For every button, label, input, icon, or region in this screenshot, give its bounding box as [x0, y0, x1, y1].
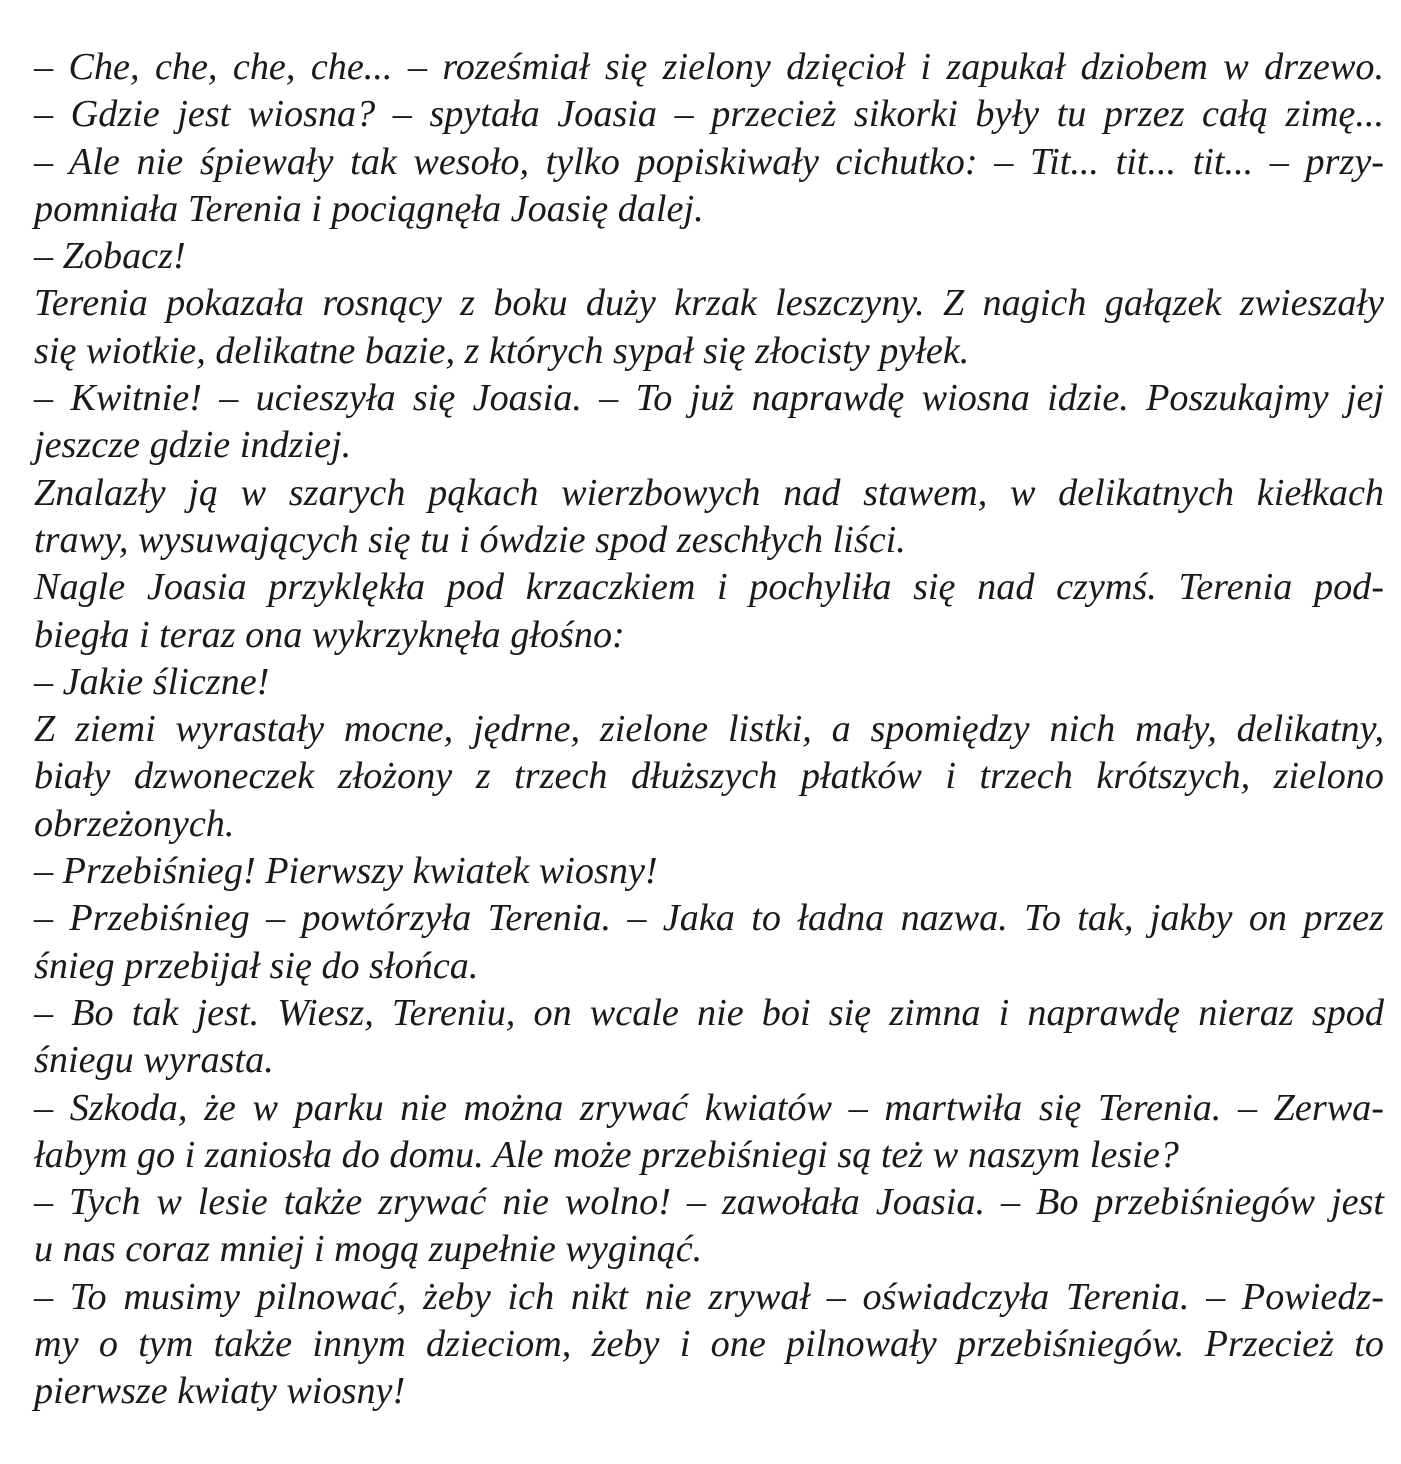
text-line: – Gdzie jest wiosna? – spytała Joasia – przecież sikorki były tu przez całą zimę...	[34, 93, 1384, 136]
text-line: – Jakie śliczne!	[34, 660, 270, 703]
text-line: biegła i teraz ona wykrzyknęła głośno:	[34, 613, 625, 656]
text-line: obrzeżonych.	[34, 802, 235, 845]
text-line: – Kwitnie! – ucieszyła się Joasia. – To już naprawdę wiosna idzie. Poszukajmy jej	[34, 377, 1384, 420]
text-line: Z ziemi wyrastały mocne, jędrne, zielone listki, a spomiędzy nich mały, delikatny,	[34, 708, 1384, 751]
text-line: pomniała Terenia i pociągnęła Joasię dalej.	[34, 187, 704, 230]
text-line: – Przebiśnieg! Pierwszy kwiatek wiosny!	[34, 850, 658, 893]
text-line: Nagle Joasia przyklękła pod krzaczkiem i pochyliła się nad czymś. Terenia pod-	[34, 566, 1384, 609]
text-line: – Bo tak jest. Wiesz, Tereniu, on wcale nie boi się zimna i naprawdę nieraz spod	[34, 991, 1384, 1034]
text-line: Znalazły ją w szarych pąkach wierzbowych nad stawem, w delikatnych kiełkach	[34, 471, 1384, 514]
text-line: jeszcze gdzie indziej.	[34, 424, 352, 467]
text-line: śniegu wyrasta.	[34, 1039, 274, 1082]
text-line: trawy, wysuwających się tu i ówdzie spod zeschłych liści.	[34, 518, 906, 561]
text-line: u nas coraz mniej i mogą zupełnie wyginąć.	[34, 1228, 703, 1271]
text-line: – Che, che, che, che... – roześmiał się zielony dzięcioł i zapukał dziobem w drzewo.	[34, 46, 1384, 88]
text-line: biały dzwoneczek złożony z trzech dłuższych płatków i trzech krótszych, zielono	[34, 755, 1384, 798]
text-line: – Szkoda, że w parku nie można zrywać kwiatów – martwiła się Terenia. – Zerwa-	[34, 1086, 1384, 1129]
text-line: – Ale nie śpiewały tak wesoło, tylko popiskiwały cichutko: – Tit... tit... tit... – przy-	[34, 140, 1384, 183]
text-line: łabym go i zaniosła do domu. Ale może przebiśniegi są też w naszym lesie?	[34, 1133, 1179, 1176]
text-line: Terenia pokazała rosnący z boku duży krzak leszczyny. Z nagich gałązek zwieszały	[34, 282, 1384, 325]
text-line: śnieg przebijał się do słońca.	[34, 944, 479, 987]
text-line: – To musimy pilnować, żeby ich nikt nie zrywał – oświadczyła Terenia. – Powiedz-	[34, 1275, 1384, 1318]
text-line: my o tym także innym dzieciom, żeby i one pilnowały przebiśniegów. Przecież to	[34, 1323, 1384, 1366]
text-line: – Przebiśnieg – powtórzyła Terenia. – Jaka to ładna nazwa. To tak, jakby on przez	[34, 897, 1384, 940]
text-line: pierwsze kwiaty wiosny!	[34, 1370, 406, 1413]
text-line: – Zobacz!	[34, 235, 186, 278]
text-line: – Tych w lesie także zrywać nie wolno! – zawołała Joasia. – Bo przebiśniegów jest	[34, 1181, 1384, 1224]
story-text	[34, 44, 1384, 1416]
text-line: się wiotkie, delikatne bazie, z których sypał się złocisty pyłek.	[34, 329, 970, 372]
